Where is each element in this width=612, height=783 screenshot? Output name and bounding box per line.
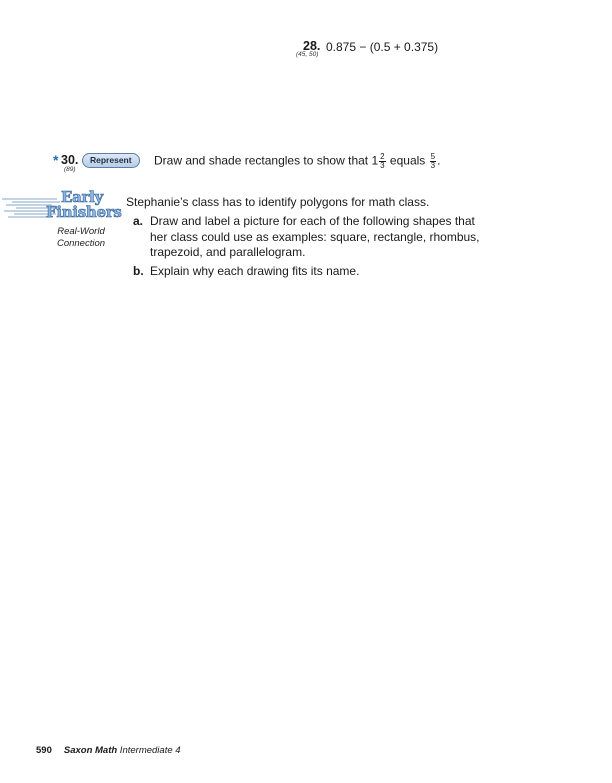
problem-text: equals — [386, 153, 429, 168]
item-label: b. — [133, 264, 144, 278]
mixed-number-fraction — [379, 153, 385, 170]
fraction-numerator: 2 — [380, 152, 385, 161]
book-subtitle: Intermediate 4 — [117, 745, 181, 756]
challenge-star: * — [53, 152, 59, 168]
fraction-denominator: 3 — [380, 161, 385, 170]
item-text: Draw and label a picture for each of the following shapes that her class could use as examples: square, rectangle, rhombus, trapezoid, and parallelogram. — [150, 214, 480, 259]
page-number: 590 — [36, 745, 52, 756]
book-title: Saxon Math — [63, 745, 118, 756]
problem-30-text — [154, 153, 440, 170]
early-finishers-intro: Stephanie’s class has to identify polygons for math class. — [126, 195, 430, 209]
early-finishers-logo — [46, 188, 122, 221]
logo-line-1: Early — [61, 188, 103, 206]
real-world-connection — [40, 226, 122, 250]
improper-fraction — [430, 153, 436, 170]
item-label: a. — [133, 214, 144, 228]
lesson-reference: (45, 50) — [296, 51, 319, 58]
page-footer — [36, 745, 181, 756]
item-text: Explain why each drawing fits its name. — [150, 264, 360, 278]
subtitle-line-2: Connection — [56, 238, 106, 249]
lesson-reference: (89) — [64, 166, 76, 173]
problem-text: Draw and shade rectangles to show that 1 — [154, 153, 379, 168]
problem-number: 30. — [61, 153, 79, 167]
fraction-denominator: 3 — [430, 161, 436, 170]
subtitle-line-1: Real-World — [57, 226, 105, 237]
problem-number: 28. — [303, 39, 321, 53]
problem-expression: 0.875 − (0.5 + 0.375) — [326, 40, 439, 54]
fraction-numerator: 5 — [430, 152, 436, 161]
logo-line-2: Finishers — [46, 203, 122, 221]
problem-text: . — [437, 153, 441, 168]
represent-badge: Represent — [82, 153, 140, 168]
